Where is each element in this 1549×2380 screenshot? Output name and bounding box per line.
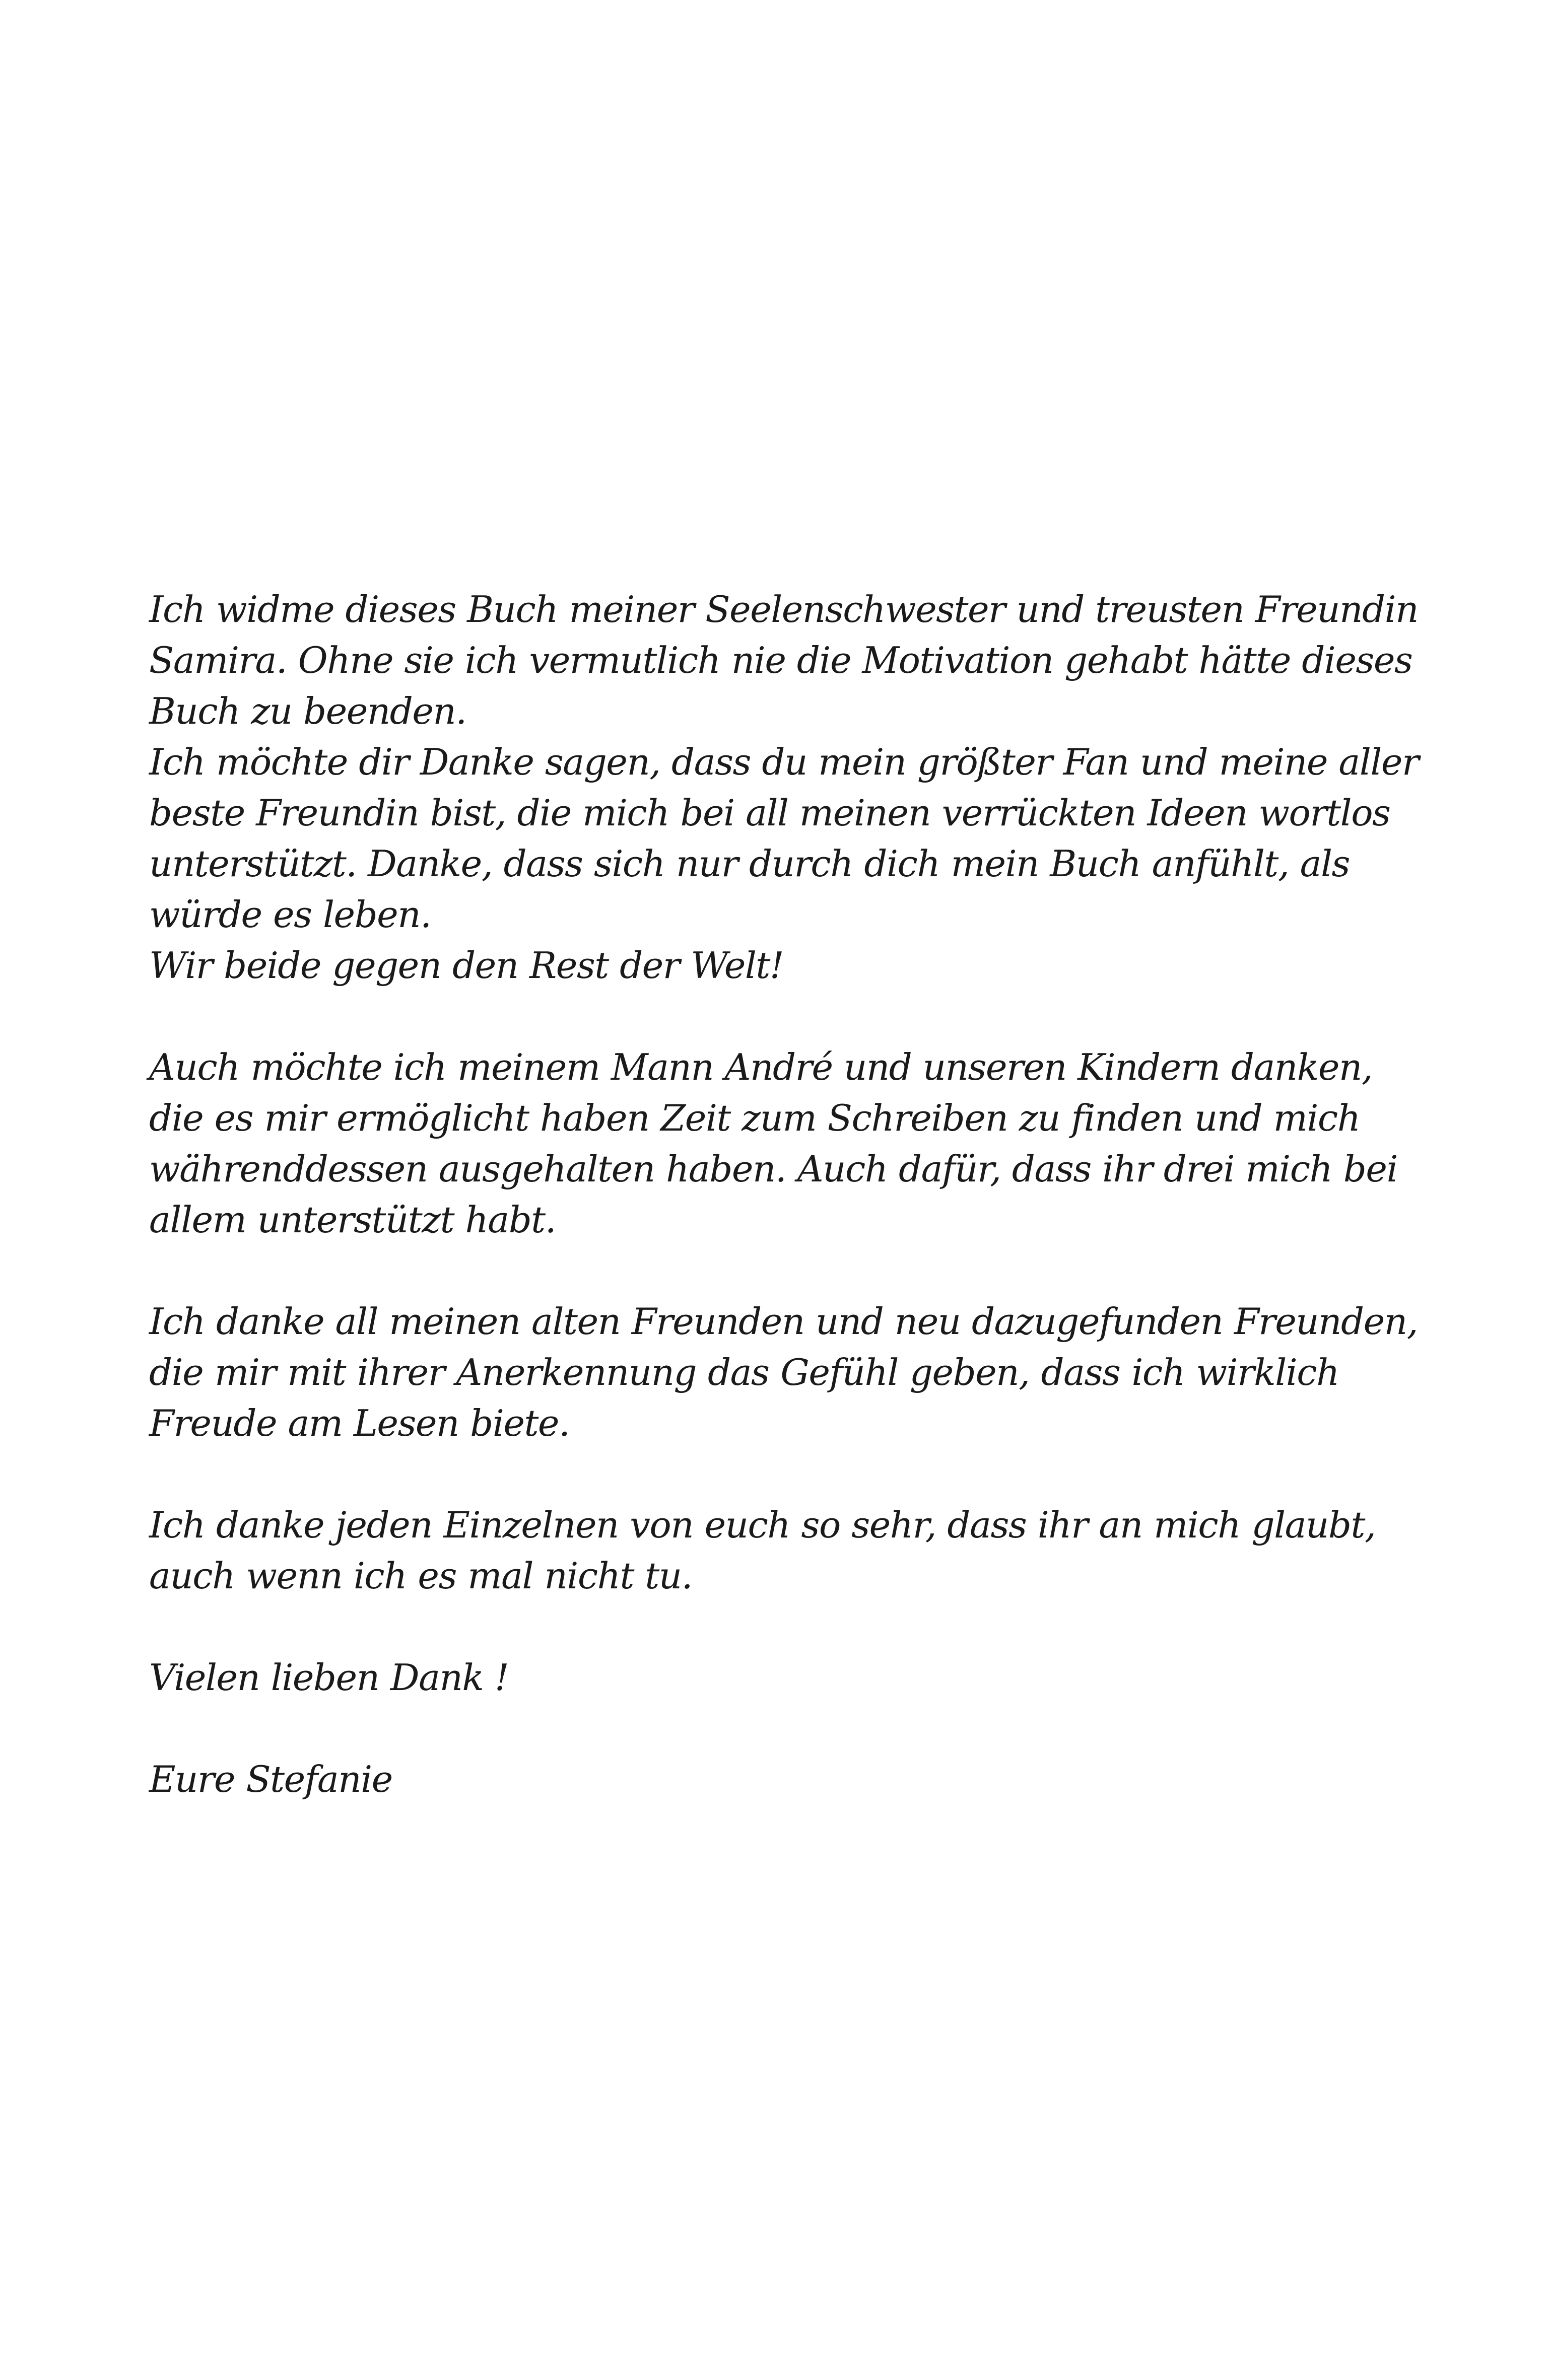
dedication-line: würde es leben. [149,893,431,936]
dedication-line: Ich möchte dir Danke sagen, dass du mein größter Fan und meine aller [149,741,1419,783]
dedication-line: Auch möchte ich meinem Mann André und unseren Kindern danken, [149,1046,1373,1088]
dedication-line: Ich widme dieses Buch meiner Seelenschwester und treusten Freundin [149,588,1418,631]
dedication-line: Freude am Lesen biete. [149,1402,570,1444]
dedication-line: Buch zu beenden. [149,690,466,732]
dedication-text [149,584,1419,1805]
paragraph-gap [149,991,1339,1042]
dedication-line: allem unterstützt habt. [149,1199,556,1241]
dedication-line: Samira. Ohne sie ich vermutlich nie die Motivation gehabt hätte dieses [149,639,1412,681]
dedication-line: Ich danke all meinen alten Freunden und neu dazugefunden Freunden, [149,1300,1418,1343]
dedication-line: die mir mit ihrer Anerkennung das Gefühl geben, dass ich wirklich [149,1351,1339,1393]
closing-thanks: Vielen lieben Dank ! [149,1656,509,1699]
dedication-line: beste Freundin bist, die mich bei all meinen verrückten Ideen wortlos [149,792,1390,834]
paragraph-gap [149,1245,1339,1296]
paragraph-gap [149,1601,1339,1652]
dedication-line: unterstützt. Danke, dass sich nur durch dich mein Buch anfühlt, als [149,843,1350,885]
dedication-line: Wir beide gegen den Rest der Welt! [149,944,784,987]
paragraph-gap [149,1449,1339,1500]
signature: Eure Stefanie [149,1758,392,1800]
dedication-line: währenddessen ausgehalten haben. Auch dafür, dass ihr drei mich bei [149,1148,1397,1190]
dedication-line: Ich danke jeden Einzelnen von euch so sehr, dass ihr an mich glaubt, [149,1504,1376,1546]
dedication-line: die es mir ermöglicht haben Zeit zum Schreiben zu finden und mich [149,1097,1360,1139]
dedication-line: auch wenn ich es mal nicht tu. [149,1555,693,1597]
paragraph-gap [149,1703,1339,1754]
